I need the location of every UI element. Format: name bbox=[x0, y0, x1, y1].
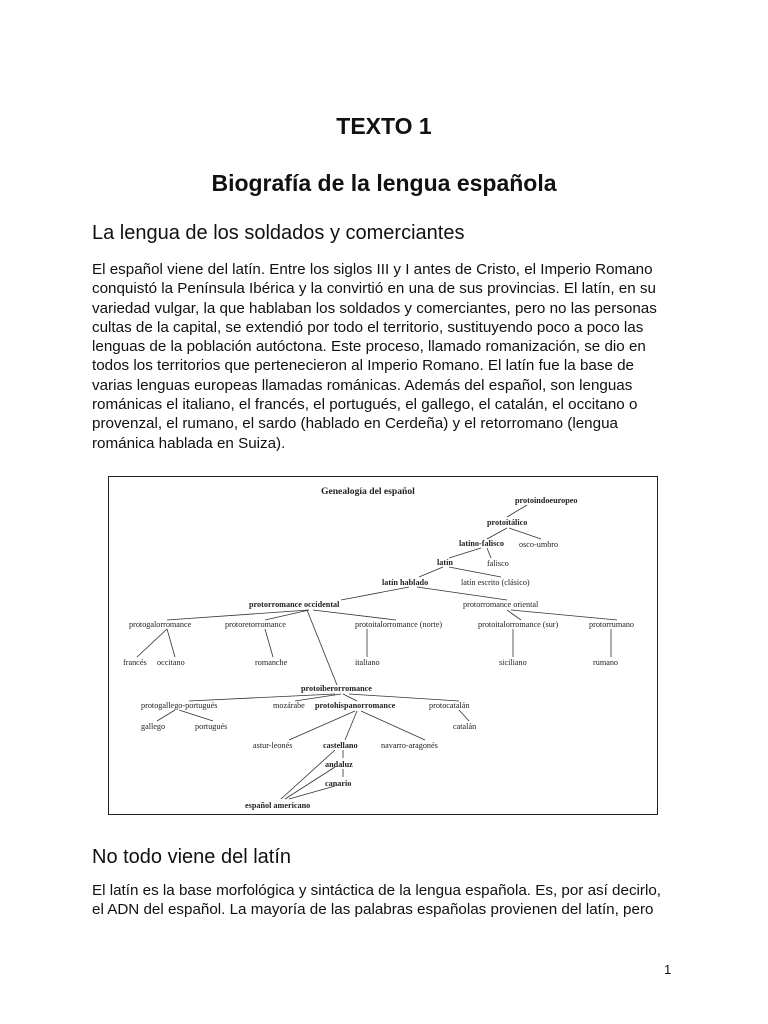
paragraph-line: románica hablada en Suiza). bbox=[92, 434, 286, 452]
node-astur-leones: astur-leonés bbox=[253, 741, 293, 750]
node-andaluz: andaluz bbox=[325, 760, 353, 769]
node-falisco: falisco bbox=[487, 559, 509, 568]
paragraph-line: lenguas de la población autóctona. Este proceso, llamado romanización, se dio en bbox=[92, 338, 646, 356]
genealogy-figure bbox=[108, 476, 658, 815]
node-espanol-americano: español americano bbox=[245, 801, 311, 810]
node-osco-umbro: osco-umbro bbox=[519, 540, 559, 549]
node-latin-hablado: latín hablado bbox=[382, 578, 429, 587]
node-canario: canario bbox=[325, 779, 352, 788]
node-latin-escrito: latín escrito (clásico) bbox=[461, 578, 530, 587]
node-protoitalico: protoitálico bbox=[487, 518, 528, 527]
node-protoitalorromance-norte: protoitalorromance (norte) bbox=[355, 620, 443, 629]
node-protorromance-occidental: protorromance occidental bbox=[249, 600, 340, 609]
node-frances: francés bbox=[123, 658, 147, 667]
paragraph-line: El latín es la base morfológica y sintáctica de la lengua española. Es, por así decirlo, bbox=[92, 882, 662, 899]
genealogy-tree bbox=[109, 477, 657, 814]
node-siciliano: siciliano bbox=[499, 658, 527, 667]
paragraph-line: variedad vulgar, la que hablaban los soldados y comerciantes, pero no las personas bbox=[92, 299, 657, 317]
node-protoitalorromance-sur: protoitalorromance (sur) bbox=[478, 620, 559, 629]
node-protoretorromance: protoretorromance bbox=[225, 620, 286, 629]
node-mozarabe: mozárabe bbox=[273, 701, 305, 710]
node-protogallego-portugues: protogallego-portugués bbox=[141, 701, 218, 710]
paragraph-romanizacion bbox=[92, 260, 674, 453]
node-gallego: gallego bbox=[141, 722, 166, 731]
node-catalan: catalán bbox=[453, 722, 477, 731]
node-latino-falisco: latino-falisco bbox=[459, 539, 505, 548]
node-italiano: italiano bbox=[355, 658, 380, 667]
node-protogalorromance: protogalorromance bbox=[129, 620, 192, 629]
node-protorrumano: protorrumano bbox=[589, 620, 635, 629]
paragraph-line: cultas de la capital, se extendió por todo el territorio, sustituyendo poco a poco las bbox=[92, 318, 644, 336]
document-heading-main: TEXTO 1 bbox=[336, 113, 432, 139]
paragraph-line: conquistó la Península Ibérica y la convirtió en una de sus provincias. El latín, en su bbox=[92, 280, 656, 298]
paragraph-base-latin bbox=[92, 881, 674, 920]
figure-title: Genealogía del español bbox=[321, 486, 415, 497]
paragraph-line: el ADN del español. La mayoría de las palabras españolas provienen del latín, pero bbox=[92, 901, 654, 919]
node-latin: latín bbox=[437, 558, 453, 567]
node-protocatalan: protocatalán bbox=[429, 701, 470, 710]
paragraph-line: El español viene del latín. Entre los siglos III y I antes de Cristo, el Imperio Romano bbox=[92, 261, 653, 278]
section-title-latin: No todo viene del latín bbox=[92, 846, 292, 868]
node-protoindoeuropeo: protoindoeuropeo bbox=[515, 496, 578, 505]
document-heading-sub: Biografía de la lengua española bbox=[211, 170, 557, 196]
node-protoiberorromance: protoiberorromance bbox=[301, 684, 372, 693]
section-title-soldados: La lengua de los soldados y comerciantes bbox=[92, 222, 465, 244]
node-castellano: castellano bbox=[323, 741, 358, 750]
node-navarro-aragones: navarro-aragonés bbox=[381, 741, 438, 750]
node-romanche: romanche bbox=[255, 658, 288, 667]
paragraph-line: todos los territorios que pertenecieron al Imperio Romano. El latín fue la base de bbox=[92, 357, 634, 375]
paragraph-line: varias lenguas europeas llamadas románicas. Además del español, son lenguas bbox=[92, 376, 633, 394]
node-protohispanorromance: protohispanorromance bbox=[315, 701, 396, 710]
paragraph-line: románicas el italiano, el francés, el portugués, el gallego, el catalán, el occitano o bbox=[92, 396, 638, 414]
node-portugues: portugués bbox=[195, 722, 228, 731]
node-protorromance-oriental: protorromance oriental bbox=[463, 600, 539, 609]
page-number: 1 bbox=[664, 962, 672, 977]
node-rumano: rumano bbox=[593, 658, 619, 667]
node-occitano: occitano bbox=[157, 658, 185, 667]
paragraph-line: provenzal, el rumano, el sardo (hablado en Cerdeña) y el retorromano (lengua bbox=[92, 415, 618, 433]
